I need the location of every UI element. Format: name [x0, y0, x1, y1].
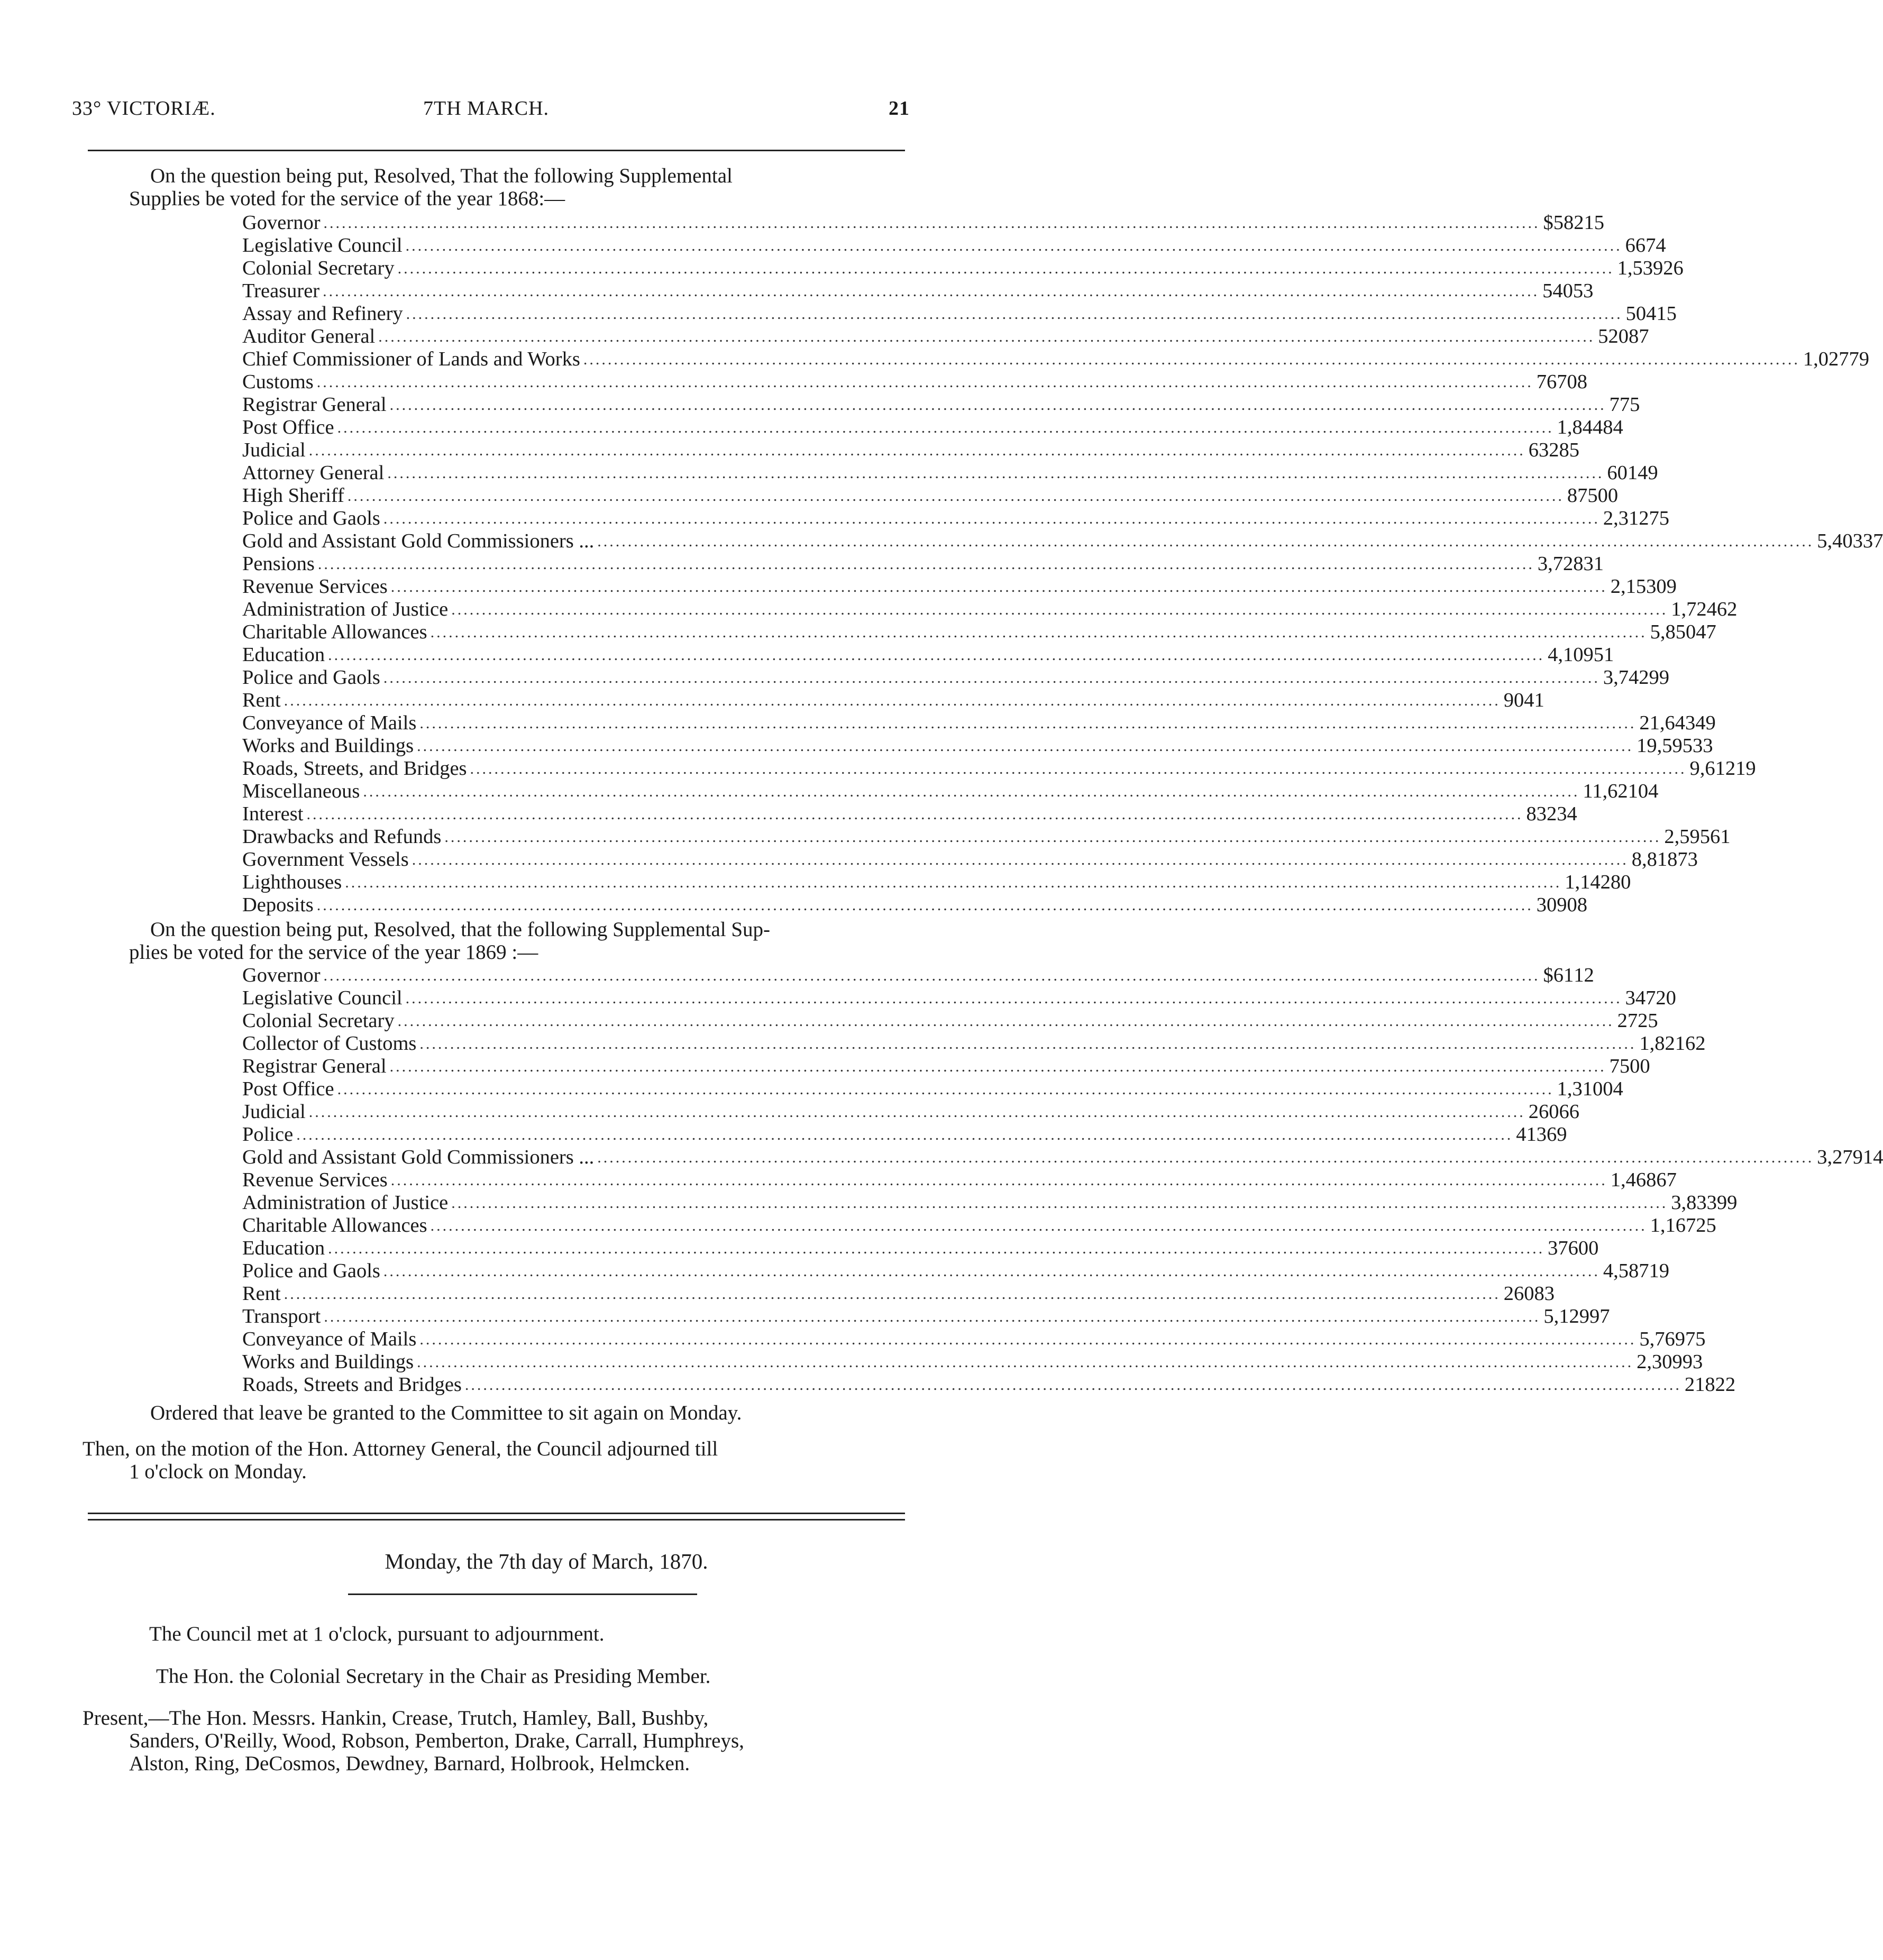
- resolution_1868-item-cents: 62: [1716, 598, 1738, 620]
- resolution_1868-item-dollars: 8,818: [1631, 848, 1678, 871]
- resolution_1869-row: [242, 1373, 1736, 1396]
- dot-leader: ........................................................................................................................................................................................................: [405, 990, 1622, 1007]
- resolution_1869-item-cents: 62: [1685, 1032, 1706, 1055]
- resolution_1869-item-label: Collector of Customs: [242, 1032, 417, 1055]
- resolution_1869-item-dollars: 260: [1528, 1101, 1559, 1123]
- dot-leader: ........................................................................................................................................................................................................: [419, 715, 1637, 732]
- resolution_1868-item-label: High Sheriff: [242, 484, 344, 507]
- resolution_1868-item-dollars: 504: [1625, 303, 1657, 325]
- running-head-date: 7TH MARCH.: [423, 97, 550, 120]
- dot-leader: ........................................................................................................................................................................................................: [464, 1376, 1681, 1394]
- resolution_1868-item-dollars: 582: [1553, 212, 1584, 234]
- dot-leader: ........................................................................................................................................................................................................: [317, 555, 1534, 573]
- dot-leader: ........................................................................................................................................................................................................: [328, 646, 1545, 664]
- resolution-1869-intro-1: On the question being put, Resolved, that the following Supplemental Sup-: [150, 918, 771, 941]
- resolution_1868-item-cents: 34: [1557, 803, 1577, 825]
- resolution_1868-item-cents: 79: [1849, 348, 1869, 370]
- header-rule: [88, 150, 905, 151]
- dot-leader: ........................................................................................................................................................................................................: [419, 1035, 1637, 1052]
- resolution_1868-item-dollars: 19,595: [1637, 735, 1693, 757]
- resolution_1869-item-dollars: 3,279: [1817, 1146, 1863, 1168]
- resolution_1868-item-label: Police and Gaols: [242, 507, 380, 529]
- resolution_1868-row: [242, 757, 1756, 780]
- dot-leader: ........................................................................................................................................................................................................: [308, 442, 1525, 459]
- resolution_1868-item-dollars: 5,850: [1650, 621, 1696, 643]
- resolution_1869-item-dollars: 4,587: [1603, 1260, 1649, 1282]
- dot-leader: ........................................................................................................................................................................................................: [405, 237, 1622, 254]
- resolution_1868-item-dollars: 601: [1607, 462, 1638, 484]
- resolution_1868-row: [242, 416, 1623, 439]
- resolution_1869-item-cents: 00: [1578, 1237, 1599, 1259]
- resolution_1868-item-cents: 75: [1649, 507, 1670, 529]
- resolution_1868-item-cents: 08: [1567, 371, 1588, 393]
- resolution_1869-item-label: Rent: [242, 1283, 281, 1305]
- resolution_1868-item-label: Customs: [242, 371, 314, 393]
- dot-leader: ........................................................................................................................................................................................................: [328, 1240, 1545, 1257]
- dot-leader: ........................................................................................................................................................................................................: [389, 396, 1606, 414]
- resolution_1868-row: [242, 689, 1544, 712]
- resolution_1868-item-label: Gold and Assistant Gold Commissioners ...: [242, 530, 595, 552]
- resolution_1868-item-cents: 04: [1638, 780, 1659, 802]
- resolution_1868-item-label: Assay and Refinery: [242, 303, 403, 325]
- resolution_1868-item-cents: 33: [1693, 735, 1713, 757]
- resolution_1869-item-dollars: 1,821: [1639, 1032, 1685, 1055]
- dot-leader: ........................................................................................................................................................................................................: [345, 874, 1562, 891]
- resolution_1869-item-label: Revenue Services: [242, 1169, 388, 1191]
- resolution_1869-item-label: Police and Gaols: [242, 1260, 380, 1282]
- resolution_1868-item-dollars: 540: [1542, 280, 1573, 302]
- resolution_1869-row: [242, 1055, 1650, 1078]
- resolution_1869-row: [242, 1101, 1579, 1123]
- resolution_1869-item-cents: 04: [1603, 1078, 1623, 1100]
- resolution_1868-row: [242, 735, 1713, 757]
- dot-leader: ........................................................................................................................................................................................................: [419, 1331, 1637, 1348]
- dot-leader: ........................................................................................................................................................................................................: [296, 1126, 1513, 1143]
- resolution_1869-item-dollars: 1,310: [1557, 1078, 1603, 1100]
- resolution_1868-item-dollars: 1,724: [1671, 598, 1717, 620]
- resolution_1869-row: [242, 1146, 1883, 1169]
- dot-leader: ........................................................................................................................................................................................................: [383, 510, 1600, 527]
- resolution_1868-row: [242, 484, 1619, 507]
- resolution_1868-item-dollars: 309: [1536, 894, 1567, 916]
- resolution_1868-item-cents: 61: [1710, 826, 1731, 848]
- resolution_1868-item-label: Post Office: [242, 416, 334, 438]
- dot-leader: ........................................................................................................................................................................................................: [451, 1194, 1668, 1212]
- resolution_1868-item-cents: 15: [1656, 303, 1677, 325]
- resolution_1869-item-label: Conveyance of Mails: [242, 1328, 417, 1350]
- resolution_1868-item-cents: 49: [1638, 462, 1658, 484]
- supplies-1869-table: [242, 964, 1883, 1396]
- resolution_1868-item-dollars: 3,728: [1537, 553, 1584, 575]
- dot-leader: ........................................................................................................................................................................................................: [383, 1262, 1600, 1280]
- resolution_1869-item-dollars: 260: [1503, 1283, 1534, 1305]
- resolution_1868-row: [242, 598, 1738, 621]
- resolution_1868-item-dollars: 1,539: [1617, 257, 1663, 279]
- resolution_1869-item-cents: 25: [1696, 1214, 1716, 1237]
- dot-leader: ........................................................................................................................................................................................................: [470, 760, 1687, 777]
- currency-sign: $: [1543, 212, 1553, 234]
- resolution_1869-row: [242, 1305, 1610, 1328]
- present-members-line-1: Present,—The Hon. Messrs. Hankin, Crease, Trutch, Hamley, Ball, Bushby,: [83, 1707, 709, 1729]
- resolution_1868-row: [242, 280, 1594, 303]
- resolution_1868-row: [242, 712, 1716, 735]
- resolution_1869-item-label: Post Office: [242, 1078, 334, 1100]
- resolution_1868-item-dollars: 2,595: [1664, 826, 1710, 848]
- resolution_1868-item-label: Legislative Council: [242, 234, 403, 257]
- resolution_1868-item-dollars: 11,621: [1583, 780, 1638, 802]
- resolution_1868-item-cents: 80: [1610, 871, 1631, 893]
- resolution_1869-row: [242, 1169, 1677, 1192]
- resolution_1868-item-cents: 53: [1573, 280, 1594, 302]
- resolution_1868-item-dollars: 1,142: [1565, 871, 1611, 893]
- resolution_1869-item-dollars: 27: [1617, 1010, 1638, 1032]
- resolution_1868-item-dollars: 1,027: [1803, 348, 1849, 370]
- resolution_1868-item-cents: 19: [1735, 757, 1756, 780]
- resolution_1869-item-dollars: 1,167: [1650, 1214, 1696, 1237]
- dot-leader: ........................................................................................................................................................................................................: [397, 1012, 1614, 1030]
- dot-leader: ........................................................................................................................................................................................................: [306, 805, 1523, 823]
- resolution_1868-item-dollars: 9,612: [1689, 757, 1736, 780]
- resolution_1869-row: [242, 964, 1594, 987]
- resolution_1868-item-cents: 99: [1649, 666, 1670, 689]
- dot-leader: ........................................................................................................................................................................................................: [390, 1171, 1607, 1189]
- resolution_1869-item-label: Transport: [242, 1305, 321, 1327]
- dot-leader: ........................................................................................................................................................................................................: [597, 533, 1814, 550]
- resolution_1868-row: [242, 848, 1698, 871]
- dot-leader: ........................................................................................................................................................................................................: [284, 692, 1501, 709]
- adjournment-line-1: Then, on the motion of the Hon. Attorney General, the Council adjourned till: [83, 1437, 718, 1460]
- resolution_1868-row: [242, 393, 1640, 416]
- resolution_1868-item-dollars: 520: [1598, 325, 1629, 347]
- resolution_1868-item-dollars: 2,153: [1610, 575, 1657, 598]
- resolution_1869-item-label: Education: [242, 1237, 325, 1259]
- resolution_1869-item-cents: 93: [1682, 1351, 1703, 1373]
- resolution_1869-row: [242, 1078, 1623, 1101]
- dot-leader: ........................................................................................................................................................................................................: [412, 851, 1629, 868]
- resolution_1868-row: [242, 780, 1659, 803]
- resolution_1868-item-label: Colonial Secretary: [242, 257, 395, 279]
- resolution_1869-item-label: Works and Buildings: [242, 1351, 414, 1373]
- dot-leader: ........................................................................................................................................................................................................: [337, 1080, 1554, 1098]
- resolution_1868-item-cents: 09: [1656, 575, 1677, 598]
- dot-leader: ........................................................................................................................................................................................................: [347, 487, 1564, 505]
- resolution_1868-item-cents: 73: [1677, 848, 1698, 871]
- resolution_1868-item-label: Pensions: [242, 553, 315, 575]
- resolution_1869-item-dollars: 347: [1625, 987, 1656, 1009]
- resolution_1868-row: [242, 553, 1604, 575]
- meeting-date-heading: Monday, the 7th day of March, 1870.: [385, 1549, 708, 1573]
- resolution_1868-item-label: Interest: [242, 803, 304, 825]
- resolution_1868-item-dollars: 7: [1609, 393, 1620, 416]
- dot-leader: ........................................................................................................................................................................................................: [583, 351, 1800, 368]
- dot-leader: ........................................................................................................................................................................................................: [397, 260, 1614, 277]
- dot-leader: ........................................................................................................................................................................................................: [389, 1058, 1606, 1075]
- resolution_1868-row: [242, 530, 1883, 553]
- dot-leader: ........................................................................................................................................................................................................: [316, 373, 1533, 391]
- resolution-1869-intro-2: plies be voted for the service of the year 1869 :—: [129, 941, 538, 964]
- resolution_1868-item-label: Drawbacks and Refunds: [242, 826, 442, 848]
- resolution_1869-row: [242, 1214, 1716, 1237]
- resolution_1869-item-cents: 20: [1656, 987, 1676, 1009]
- resolution_1869-item-cents: 67: [1656, 1169, 1677, 1191]
- running-head-left: 33° VICTORIÆ.: [72, 97, 216, 120]
- resolution_1868-item-label: Police and Gaols: [242, 666, 380, 689]
- resolution_1868-item-dollars: 2,312: [1603, 507, 1649, 529]
- dot-leader: ........................................................................................................................................................................................................: [308, 1103, 1525, 1121]
- chair-line: The Hon. the Colonial Secretary in the Chair as Presiding Member.: [156, 1665, 711, 1688]
- resolution_1869-item-cents: 66: [1559, 1101, 1579, 1123]
- resolution_1868-item-label: Attorney General: [242, 462, 385, 484]
- resolution_1869-item-cents: 83: [1534, 1283, 1555, 1305]
- resolution_1868-row: [242, 621, 1716, 644]
- resolution_1869-row: [242, 1260, 1670, 1283]
- dot-leader: ........................................................................................................................................................................................................: [284, 1285, 1501, 1303]
- dot-leader: ........................................................................................................................................................................................................: [378, 328, 1595, 345]
- resolution_1868-item-label: Rent: [242, 689, 281, 711]
- resolution_1868-item-cents: 74: [1646, 234, 1666, 257]
- resolution_1868-row: [242, 325, 1649, 348]
- dot-leader: ........................................................................................................................................................................................................: [406, 305, 1623, 323]
- resolution_1869-item-label: Registrar General: [242, 1055, 387, 1077]
- resolution_1868-item-label: Government Vessels: [242, 848, 409, 871]
- present-members-line-2: Sanders, O'Reilly, Wood, Robson, Pemberton, Drake, Carrall, Humphreys,: [129, 1729, 744, 1752]
- resolution_1869-item-dollars: 61: [1553, 964, 1574, 986]
- dot-leader: ........................................................................................................................................................................................................: [597, 1149, 1814, 1166]
- dot-leader: ........................................................................................................................................................................................................: [363, 783, 1580, 800]
- resolution_1868-row: [242, 803, 1577, 826]
- resolution_1868-item-dollars: 21,643: [1639, 712, 1696, 734]
- resolution_1868-row: [242, 575, 1677, 598]
- short-rule: [348, 1593, 697, 1595]
- resolution_1868-item-label: Registrar General: [242, 393, 387, 416]
- section-double-rule-bottom: [88, 1519, 905, 1521]
- dot-leader: ........................................................................................................................................................................................................: [390, 578, 1607, 596]
- adjournment-line-2: 1 o'clock on Monday.: [129, 1460, 307, 1483]
- dot-leader: ........................................................................................................................................................................................................: [417, 737, 1634, 755]
- resolution-1868-intro-1: On the question being put, Resolved, That the following Supplemental: [150, 164, 733, 187]
- resolution_1868-item-cents: 87: [1628, 325, 1649, 347]
- resolution_1868-item-cents: 47: [1696, 621, 1716, 643]
- resolution_1868-item-dollars: 632: [1528, 439, 1559, 461]
- dot-leader: ........................................................................................................................................................................................................: [417, 1353, 1634, 1371]
- section-double-rule-top: [88, 1513, 905, 1514]
- resolution_1869-row: [242, 1010, 1658, 1032]
- resolution_1869-row: [242, 1192, 1738, 1214]
- supplies-1868-table: [242, 212, 1883, 917]
- resolution_1868-item-label: Chief Commissioner of Lands and Works: [242, 348, 580, 370]
- resolution_1868-row: [242, 826, 1731, 848]
- resolution_1869-row: [242, 1032, 1706, 1055]
- resolution_1869-item-dollars: 1,468: [1610, 1169, 1657, 1191]
- resolution_1868-item-label: Governor: [242, 212, 321, 234]
- dot-leader: ........................................................................................................................................................................................................: [323, 214, 1540, 232]
- resolution_1868-item-dollars: 5,403: [1817, 530, 1863, 552]
- resolution_1869-item-dollars: 376: [1548, 1237, 1578, 1259]
- resolution_1869-row: [242, 1123, 1567, 1146]
- dot-leader: ........................................................................................................................................................................................................: [387, 464, 1604, 482]
- resolution_1869-item-cents: 12: [1574, 964, 1594, 986]
- resolution_1868-row: [242, 871, 1631, 894]
- resolution_1868-row: [242, 348, 1869, 371]
- present-members-line-3: Alston, Ring, DeCosmos, Dewdney, Barnard, Holbrook, Helmcken.: [129, 1752, 690, 1775]
- resolution_1869-row: [242, 987, 1676, 1010]
- resolution_1868-row: [242, 439, 1579, 462]
- resolution_1868-item-dollars: 3,742: [1603, 666, 1649, 689]
- resolution_1869-item-label: Governor: [242, 964, 321, 986]
- resolution_1868-item-cents: 51: [1593, 644, 1614, 666]
- resolution_1869-row: [242, 1237, 1599, 1260]
- resolution_1869-item-label: Charitable Allowances: [242, 1214, 427, 1237]
- resolution_1868-item-cents: 00: [1597, 484, 1619, 507]
- resolution_1868-item-dollars: 1,844: [1557, 416, 1603, 438]
- resolution_1869-item-cents: 25: [1638, 1010, 1658, 1032]
- resolution_1868-row: [242, 234, 1666, 257]
- resolution_1869-item-dollars: 218: [1684, 1373, 1715, 1396]
- resolution_1869-item-dollars: 5,769: [1639, 1328, 1685, 1350]
- dot-leader: ........................................................................................................................................................................................................: [323, 282, 1540, 300]
- resolution_1868-item-label: Conveyance of Mails: [242, 712, 417, 734]
- resolution_1868-item-label: Miscellaneous: [242, 780, 360, 802]
- resolution_1868-item-label: Works and Buildings: [242, 735, 414, 757]
- dot-leader: ........................................................................................................................................................................................................: [430, 624, 1647, 641]
- resolution_1868-item-label: Treasurer: [242, 280, 320, 302]
- dot-leader: ........................................................................................................................................................................................................: [444, 828, 1661, 846]
- resolution_1868-item-label: Judicial: [242, 439, 306, 461]
- resolution_1869-item-cents: 99: [1716, 1192, 1738, 1214]
- resolution_1868-item-cents: 41: [1524, 689, 1544, 711]
- resolution_1869-item-dollars: 2,309: [1637, 1351, 1683, 1373]
- resolution_1868-item-label: Auditor General: [242, 325, 376, 347]
- resolution_1869-item-cents: 69: [1546, 1123, 1567, 1146]
- dot-leader: ........................................................................................................................................................................................................: [324, 1308, 1541, 1325]
- resolution_1868-item-cents: 37: [1862, 530, 1883, 552]
- council-met-line: The Council met at 1 o'clock, pursuant to adjournment.: [149, 1623, 605, 1645]
- resolution_1868-item-cents: 15: [1584, 212, 1605, 234]
- resolution_1868-item-label: Lighthouses: [242, 871, 342, 893]
- resolution_1868-item-dollars: 4,109: [1548, 644, 1594, 666]
- resolution_1868-row: [242, 371, 1588, 393]
- resolution_1868-item-dollars: 90: [1503, 689, 1524, 711]
- resolution_1868-item-dollars: 767: [1536, 371, 1567, 393]
- resolution_1869-item-cents: 75: [1685, 1328, 1706, 1350]
- resolution_1868-item-dollars: 832: [1526, 803, 1557, 825]
- resolution_1869-item-label: Judicial: [242, 1101, 306, 1123]
- resolution_1868-item-label: Administration of Justice: [242, 598, 449, 620]
- resolution_1869-item-dollars: 413: [1516, 1123, 1547, 1146]
- resolution_1869-item-cents: 00: [1630, 1055, 1650, 1077]
- resolution_1868-item-cents: 75: [1619, 393, 1640, 416]
- resolution_1868-item-cents: 26: [1663, 257, 1684, 279]
- page-number: 21: [889, 97, 910, 120]
- resolution_1868-row: [242, 666, 1670, 689]
- resolution_1868-row: [242, 303, 1677, 325]
- resolution_1869-item-dollars: 3,833: [1671, 1192, 1717, 1214]
- resolution_1868-item-cents: 49: [1695, 712, 1716, 734]
- resolution_1869-item-cents: 97: [1589, 1305, 1610, 1327]
- resolution_1868-item-cents: 85: [1559, 439, 1579, 461]
- resolution_1868-row: [242, 462, 1658, 484]
- resolution_1869-item-label: Administration of Justice: [242, 1192, 449, 1214]
- resolution_1869-item-cents: 14: [1862, 1146, 1883, 1168]
- resolution_1868-item-cents: 31: [1583, 553, 1604, 575]
- resolution_1868-row: [242, 894, 1587, 917]
- resolution_1868-row: [242, 212, 1605, 234]
- resolution_1869-item-label: Legislative Council: [242, 987, 403, 1009]
- resolution_1869-item-label: Roads, Streets and Bridges: [242, 1373, 462, 1396]
- resolution_1869-row: [242, 1328, 1706, 1351]
- resolution_1869-item-label: Police: [242, 1123, 294, 1146]
- resolution_1869-item-label: Gold and Assistant Gold Commissioners ...: [242, 1146, 595, 1168]
- resolution_1869-item-cents: 22: [1715, 1373, 1736, 1396]
- resolution_1868-item-dollars: 66: [1625, 234, 1646, 257]
- resolution_1868-row: [242, 644, 1614, 666]
- resolution_1868-item-dollars: 875: [1567, 484, 1598, 507]
- resolution_1869-item-label: Colonial Secretary: [242, 1010, 395, 1032]
- currency-sign: $: [1543, 964, 1553, 986]
- dot-leader: ........................................................................................................................................................................................................: [430, 1217, 1647, 1234]
- dot-leader: ........................................................................................................................................................................................................: [316, 896, 1533, 914]
- ordered-sentence: Ordered that leave be granted to the Committee to sit again on Monday.: [150, 1402, 742, 1424]
- dot-leader: ........................................................................................................................................................................................................: [451, 601, 1668, 618]
- dot-leader: ........................................................................................................................................................................................................: [383, 669, 1600, 686]
- dot-leader: ........................................................................................................................................................................................................: [323, 967, 1540, 984]
- resolution_1868-row: [242, 257, 1684, 280]
- resolution_1868-item-label: Deposits: [242, 894, 314, 916]
- resolution_1869-row: [242, 1283, 1555, 1305]
- resolution_1868-row: [242, 507, 1670, 530]
- resolution_1868-item-label: Roads, Streets, and Bridges: [242, 757, 467, 780]
- resolution_1868-item-cents: 84: [1603, 416, 1623, 438]
- resolution_1869-item-dollars: 5,129: [1543, 1305, 1589, 1327]
- resolution_1869-item-dollars: 75: [1609, 1055, 1630, 1077]
- resolution_1868-item-cents: 08: [1567, 894, 1587, 916]
- resolution_1868-item-label: Charitable Allowances: [242, 621, 427, 643]
- resolution_1869-row: [242, 1351, 1703, 1373]
- dot-leader: ........................................................................................................................................................................................................: [337, 419, 1554, 436]
- resolution_1869-item-cents: 19: [1649, 1260, 1670, 1282]
- resolution_1868-item-label: Revenue Services: [242, 575, 388, 598]
- resolution-1868-intro-2: Supplies be voted for the service of the year 1868:—: [129, 187, 565, 210]
- resolution_1868-item-label: Education: [242, 644, 325, 666]
